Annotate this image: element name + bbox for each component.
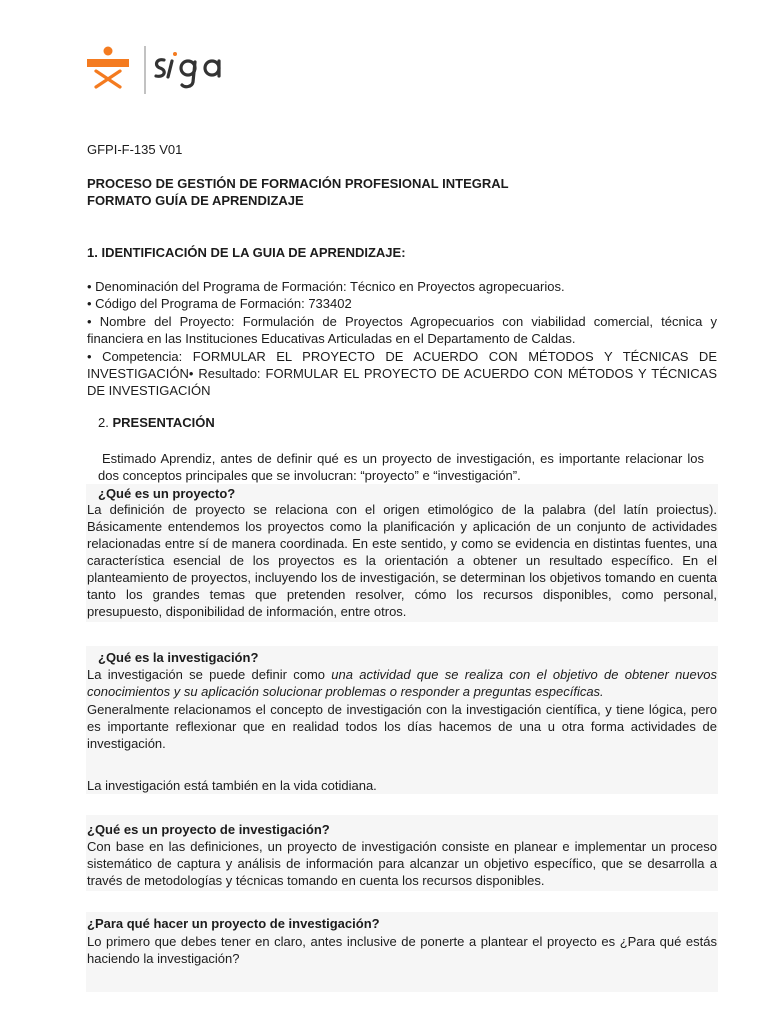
siga-wordmark [156, 52, 219, 87]
format-title: FORMATO GUÍA DE APRENDIZAJE [87, 193, 304, 208]
q4-body: Lo primero que debes tener en claro, antes inclusive de ponerte a plantear el proyecto es ¿Para qué estás haciendo la investigación? [87, 934, 717, 966]
sena-siga-logo [86, 44, 236, 96]
q2-body2: Generalmente relacionamos el concepto de investigación con la investigación científica, y tiene lógica, pero es importante reflexionar que en realidad todos los días hacemos de una u otra forma actividades de investigación. [87, 702, 717, 751]
q3-body: Con base en las definiciones, un proyecto de investigación consiste en planear e implementar un proceso sistemático de captura y análisis de información para alcanzar un objetivo específico, que se desarrolla a través de metodologías y técnicas tomando en cuenta los recursos disponibles. [87, 839, 717, 888]
bullet-program-name: • Denominación del Programa de Formación: Técnico en Proyectos agropecuarios. [87, 279, 565, 294]
section2-heading [98, 414, 215, 431]
section2-number: 2. [98, 415, 109, 430]
process-title: PROCESO DE GESTIÓN DE FORMACIÓN PROFESIONAL INTEGRAL [87, 176, 509, 191]
bullet-program-code: • Código del Programa de Formación: 733402 [87, 296, 352, 311]
q3-title: ¿Qué es un proyecto de investigación? [87, 822, 330, 837]
section1-heading: 1. IDENTIFICACIÓN DE LA GUIA DE APRENDIZAJE: [87, 245, 406, 260]
sena-wordmark-block [87, 59, 129, 67]
q2-body3: La investigación está también en la vida cotidiana. [87, 778, 377, 793]
q2-body-start: La investigación se puede definir como [87, 667, 332, 682]
bullet-project-name: • Nombre del Proyecto: Formulación de Proyectos Agropecuarios con viabilidad comercial, técnica y financiera en las Instituciones Educativas Articuladas en el Departamento de Caldas. [87, 314, 717, 346]
q2-body-italic: una actividad que se realiza con el objetivo de obtener nuevos conocimientos y su aplicación solucionar problemas o responder a preguntas específicas. [87, 667, 717, 699]
section2-title: PRESENTACIÓN [112, 415, 215, 430]
bullet-competencia: • Competencia: FORMULAR EL PROYECTO DE ACUERDO CON MÉTODOS Y TÉCNICAS DE INVESTIGACIÓN• Resultado: FORMULAR EL PROYECTO DE ACUERDO CON MÉTODOS Y TÉCNICAS DE INVESTIGACIÓN [87, 349, 717, 398]
q1-title: ¿Qué es un proyecto? [98, 486, 236, 501]
q4-title: ¿Para qué hacer un proyecto de investigación? [87, 916, 380, 931]
q2-body [87, 666, 717, 700]
form-code: GFPI-F-135 V01 [87, 142, 183, 157]
presentation-intro: Estimado Aprendiz, antes de definir qué es un proyecto de investigación, es importante relacionar los dos conceptos principales que se involucran: “proyecto” e “investigación”. [98, 451, 704, 483]
q2-title: ¿Qué es la investigación? [98, 650, 259, 665]
q1-body: La definición de proyecto se relaciona con el origen etimológico de la palabra (del latín proiectus). Básicamente entendemos los proyectos como la planificación y aplicación de un conjunto de actividades relacionadas entre sí de manera coordinada. En este sentido, y como se evidencia en distintas fuentes, una característica esencial de los proyectos es la orientación a obtener un resultado específico. En el planteamiento de proyectos, incluyendo los de investigación, se determinan los objetivos tomando en cuenta tanto los grandes temas que pretenden resolver, cómo los recursos disponibles, como personal, presupuesto, disponibilidad de información, entre otros. [87, 502, 717, 619]
